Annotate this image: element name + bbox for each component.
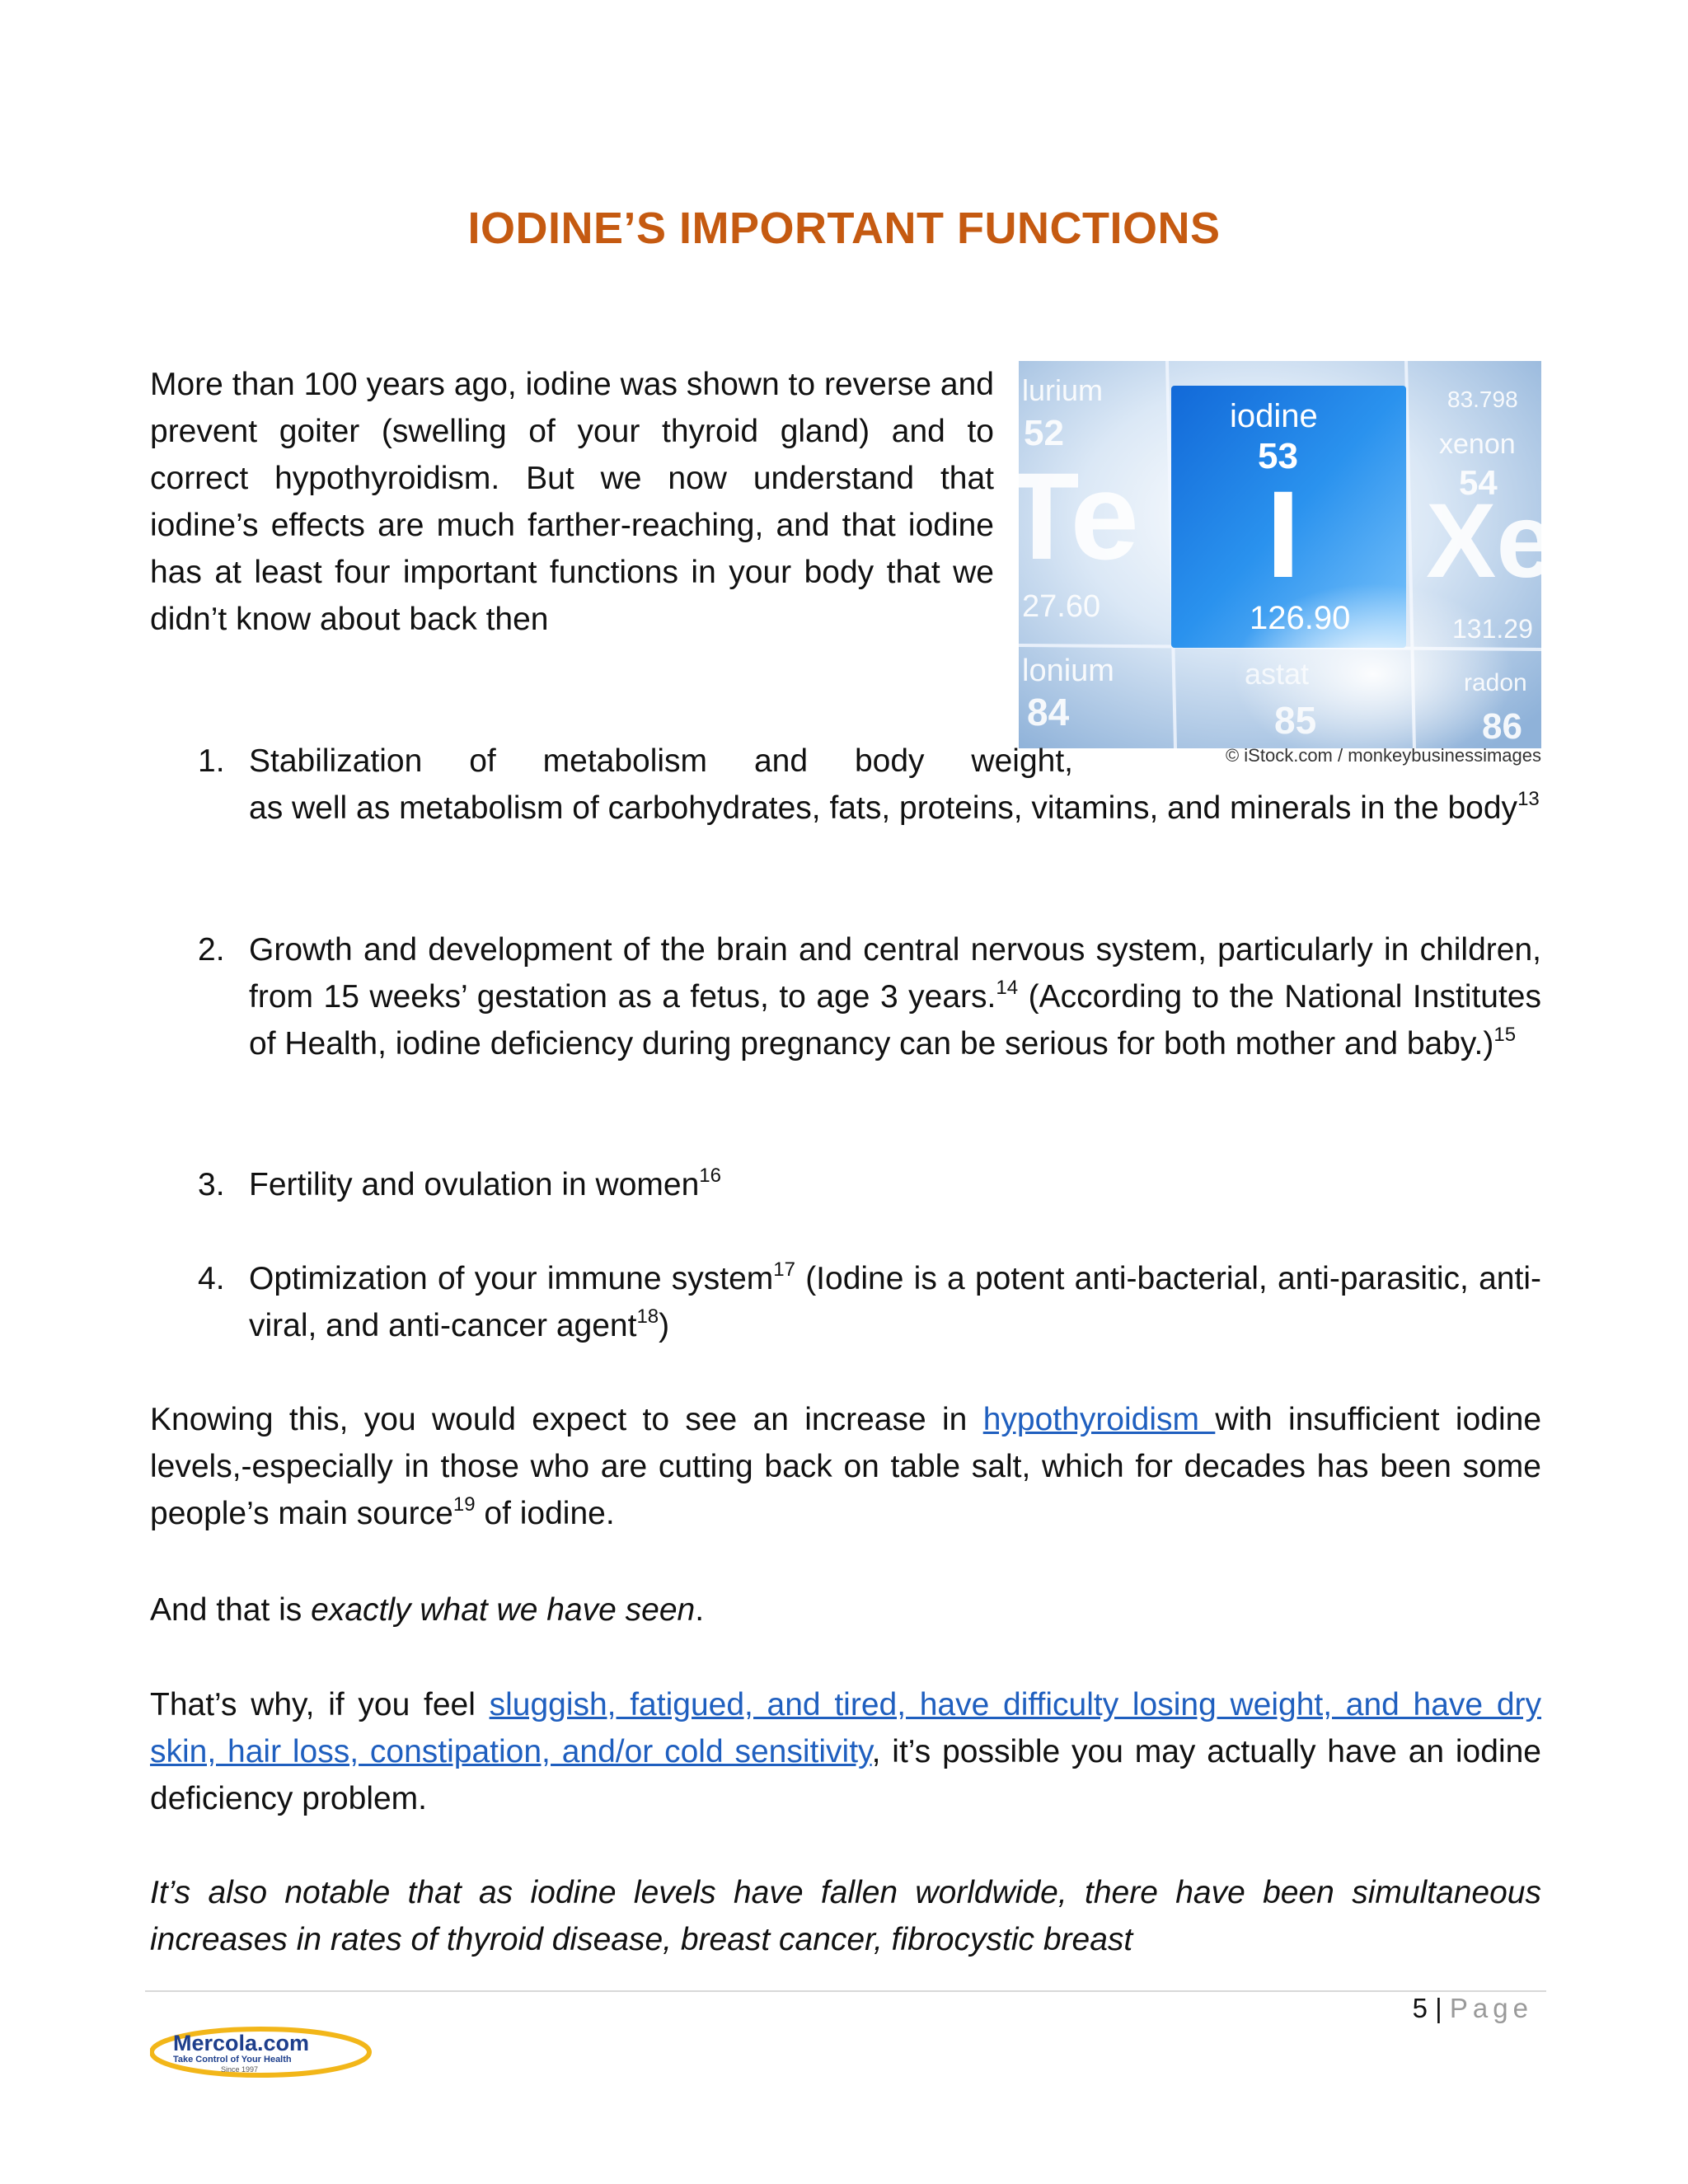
center-symbol: I bbox=[1266, 465, 1301, 603]
list-item-number: 4. bbox=[198, 1261, 225, 1296]
list-item bbox=[150, 738, 1541, 832]
list-item bbox=[150, 1161, 1541, 1208]
center-number: 53 bbox=[1258, 436, 1298, 476]
list-item bbox=[150, 1255, 1541, 1349]
left-bottom-number: 84 bbox=[1027, 691, 1070, 733]
footnote-ref[interactable]: 15 bbox=[1493, 1024, 1517, 1046]
list-item-text: (Iodine is a potent anti-bacterial, anti-parasitic, anti-viral, and anti-cancer agent bbox=[249, 1261, 1541, 1343]
page-label: Page bbox=[1449, 1993, 1533, 2023]
left-top-name-text: lurium bbox=[1022, 373, 1104, 407]
right-name: xenon bbox=[1439, 429, 1516, 460]
cell-left-name bbox=[1022, 373, 1103, 407]
paragraph-notable: It’s also notable that as iodine levels have fallen worldwide, there have been simultaneous increases in rates of thyroid disease, breast cancer, fibrocystic breast bbox=[150, 1875, 1541, 1957]
logo-tagline: Take Control of Your Health bbox=[173, 2055, 292, 2064]
footnote-ref[interactable]: 17 bbox=[773, 1258, 795, 1281]
left-top-number: 52 bbox=[1024, 413, 1064, 453]
paragraph-text: Knowing this, you would expect to see an increase in bbox=[150, 1402, 983, 1437]
list-item bbox=[150, 926, 1541, 1067]
emphasis-text: exactly what we have seen bbox=[311, 1592, 696, 1628]
footnote-ref[interactable]: 19 bbox=[452, 1493, 476, 1516]
paragraph-hypothyroidism bbox=[150, 1396, 1541, 1537]
center-mass: 126.90 bbox=[1250, 600, 1351, 636]
list-item-text: Growth and development of the brain and central nervous system, particularly in children, from 15 weeks’ gestation as a fetus, to age 3 years. bbox=[249, 932, 1541, 1015]
center-bottom-number: 85 bbox=[1274, 699, 1317, 742]
list-item-number: 3. bbox=[198, 1167, 225, 1202]
right-symbol: Xe bbox=[1426, 482, 1541, 600]
list-item-text: ) bbox=[659, 1308, 670, 1343]
list-item-number: 2. bbox=[198, 932, 225, 968]
paragraph-exactly-seen bbox=[150, 1586, 1541, 1633]
right-mass: 131.29 bbox=[1452, 614, 1533, 644]
left-symbol: Te bbox=[1019, 447, 1139, 585]
list-item-text: Optimization of your immune system bbox=[249, 1261, 774, 1296]
footnote-ref[interactable]: 16 bbox=[699, 1165, 721, 1187]
right-bottom-name: radon bbox=[1464, 669, 1527, 696]
mercola-logo bbox=[150, 2024, 374, 2080]
right-bottom-number: 86 bbox=[1482, 706, 1522, 747]
center-name: iodine bbox=[1230, 398, 1318, 434]
logo-since: Since 1997 bbox=[221, 2065, 259, 2074]
paragraph-symptoms bbox=[150, 1681, 1541, 1822]
hypothyroidism-link[interactable]: hypothyroidism bbox=[982, 1402, 1216, 1437]
left-bottom-name: lonium bbox=[1022, 654, 1114, 688]
paragraph-text: , it’s possible you may actually have an iodine deficiency problem. bbox=[150, 1734, 1541, 1816]
symptoms-link[interactable]: sluggish, fatigued, and tired, have difficulty losing weight, and have dry skin, hair loss, constipation, and/or cold sensitivity bbox=[150, 1687, 1542, 1769]
page-number-value: 5 bbox=[1412, 1993, 1428, 2023]
paragraph-text: And that is bbox=[150, 1592, 312, 1628]
paragraph-text: . bbox=[695, 1592, 705, 1628]
footnote-ref[interactable]: 13 bbox=[1517, 788, 1540, 810]
list-item-text: as well as metabolism of carbohydrates, fats, proteins, vitamins, and minerals in the body bbox=[249, 790, 1518, 826]
page-number bbox=[1413, 1993, 1533, 2024]
page-title: IODINE’S IMPORTANT FUNCTIONS bbox=[467, 204, 1221, 253]
paragraph-text: with insufficient iodine levels,-especially in those who are cutting back on table salt, which for decades has been some people’s main source bbox=[150, 1402, 1542, 1531]
list-item-text: (According to the National Institutes of Health, iodine deficiency during pregnancy can be serious for both mother and baby.) bbox=[249, 979, 1541, 1062]
right-top-mass: 83.798 bbox=[1447, 387, 1518, 412]
list-item-text: Stabilization of metabolism and body weight, bbox=[249, 743, 1073, 779]
list-item-text: Fertility and ovulation in women bbox=[249, 1167, 700, 1202]
page-separator: | bbox=[1428, 1993, 1450, 2023]
right-number: 54 bbox=[1459, 463, 1498, 502]
footnote-ref[interactable]: 14 bbox=[996, 977, 1019, 999]
image-credit: © iStock.com / monkeybusinessimages bbox=[1225, 745, 1541, 766]
intro-paragraph: More than 100 years ago, iodine was shown to reverse and prevent goiter (swelling of your thyroid gland) and to correct hypothyroidism. But we now understand that iodine’s effects are much farther-reaching, and that iodine has at least four important functions in your body that we didn’t know about back then bbox=[150, 367, 994, 637]
footnote-ref[interactable]: 18 bbox=[636, 1305, 659, 1328]
periodic-table-image bbox=[1019, 361, 1541, 773]
footer-divider bbox=[145, 1990, 1546, 1992]
list-item-number: 1. bbox=[198, 743, 225, 779]
logo-text: Mercola.com bbox=[173, 2031, 310, 2055]
paragraph-text: That’s why, if you feel bbox=[150, 1687, 490, 1722]
paragraph-text: of iodine. bbox=[475, 1496, 615, 1531]
periodic-table-illustration bbox=[1019, 361, 1541, 748]
center-bottom-name: astat bbox=[1245, 657, 1310, 691]
left-mass: 27.60 bbox=[1022, 589, 1101, 624]
